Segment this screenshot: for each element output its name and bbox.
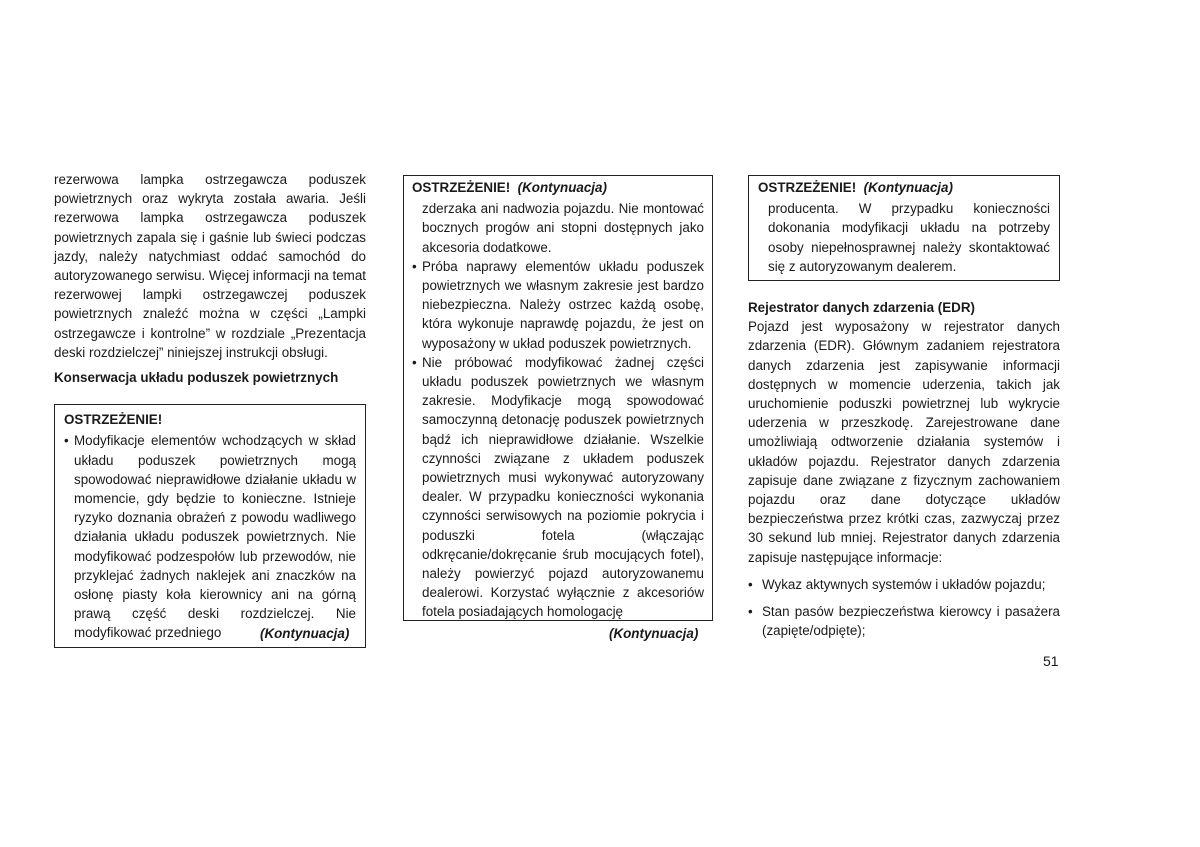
intro-paragraph: rezerwowa lampka ostrzegawcza poduszek powietrznych oraz wykryta została awaria. Jeśli rezerwowa lampka ostrzegawcza poduszek powietrznych zapala się i gaśnie lub świeci podczas jazdy, należy natychmiast oddać samochód do autoryzowanego serwisu. Więcej informacji na temat rezerwowej lampki ostrzegawczej poduszek powietrznych znaleźć można w części „Lampki ostrzegawcze i kontrolne” w rozdziale „Prezentacja deski rozdzielczej” niniejszej instrukcji obsługi. — [54, 172, 366, 360]
continued-label-middle: (Kontynuacja) — [609, 626, 699, 641]
warning-bullet-2: • Nie próbować modyfikować żadnej części układu poduszek powietrznych we własnym zakresie. Modyfikacje mogą spowodować samoczynną detonację poduszek powietrznych bądź ich nieprawidłowe działanie. Wszelkie czynności związane z układem poduszek powietrznych musi wykonywać autoryzowany dealer. W przypadku konieczności wykonania czynności serwisowych na poziomie pokrycia i poduszki fotela (włączając odkręcanie/dokręcanie śrub mocujących fotel), należy powierzyć pojazd autoryzowanemu dealerowi. Korzystać wyłącznie z akcesoriów fotela posiadających homologację — [412, 353, 704, 622]
edr-paragraph: Pojazd jest wyposażony w rejestrator danych zdarzenia (EDR). Głównym zadaniem rejestratora danych zdarzenia jest zapisywanie informacji dostępnych w momencie uderzenia, takich jak uruchomienie poduszki powietrznej lub wykrycie uderzenia w przeszkodę. Zarejestrowane dane umożliwiają odtworzenie działania systemów i układów pojazdu. Rejestrator danych zdarzenia zapisuje dane związane z fizycznym zachowaniem pojazdu oraz dane dotyczące układów bezpieczeństwa przez krótki czas, zazwyczaj przez 30 sekund lub mniej. Rejestrator danych zdarzenia zapisuje następujące informacje: — [748, 319, 1060, 565]
warning-title — [412, 178, 704, 197]
column-right — [748, 175, 1060, 640]
column-middle — [403, 175, 713, 621]
warning-bullet-1: • Próba naprawy elementów układu poduszek powietrznych we własnym zakresie jest bardzo niebezpieczna. Należy ostrzec każdą osobę, która wykonuje naprawdę pojazdu, że jest on wyposażony w układ poduszek powietrznych. — [412, 257, 704, 353]
warning-box-left — [54, 404, 366, 647]
section-heading-edr: Rejestrator danych zdarzenia (EDR) — [748, 300, 975, 316]
warning-title-text: OSTRZEŻENIE! — [758, 180, 857, 195]
warning-title: OSTRZEŻENIE! — [64, 412, 163, 428]
warning-text: producenta. W przypadku konieczności dokonania modyfikacji układu na potrzeby osoby niepełnosprawnej należy skontaktować się z autoryzowanym dealerem. — [768, 201, 1050, 274]
warning-title-continued: (Kontynuacja) — [517, 180, 607, 195]
warning-bullet: • Modyfikacje elementów wchodzących w skład układu poduszek powietrznych mogą spowodować nieprawidłowe działanie układu w momencie, gdy będzie to konieczne. Istnieje ryzyko doznania obrażeń z powodu wadliwego działania układu poduszek powietrznych. Nie modyfikować podzespołów lub przewodów, nie przyklejać żadnych naklejek ani znaczków na osłonę piasty koła kierownicy ani na górną prawą część deski rozdzielczej. Nie modyfikować przedniego — [64, 431, 356, 642]
warning-box-middle — [403, 175, 713, 621]
warning-lead-text: zderzaka ani nadwozia pojazdu. Nie montować bocznych progów ani stopni dostępnych jako akcesoria dodatkowe. — [422, 201, 704, 255]
warning-title — [758, 178, 1050, 197]
list-item: • Wykaz aktywnych systemów i układów pojazdu; — [748, 575, 1060, 594]
page-number: 51 — [1043, 653, 1059, 669]
warning-title-continued: (Kontynuacja) — [863, 180, 953, 195]
warning-box-right — [748, 175, 1060, 281]
column-left — [54, 170, 366, 648]
continued-label-left: (Kontynuacja) — [260, 626, 350, 641]
warning-title-text: OSTRZEŻENIE! — [412, 180, 511, 195]
list-item: • Stan pasów bezpieczeństwa kierowcy i pasażera (zapięte/odpięte); — [748, 602, 1060, 640]
section-heading-maintenance: Konserwacja układu poduszek powietrznych — [54, 370, 339, 386]
